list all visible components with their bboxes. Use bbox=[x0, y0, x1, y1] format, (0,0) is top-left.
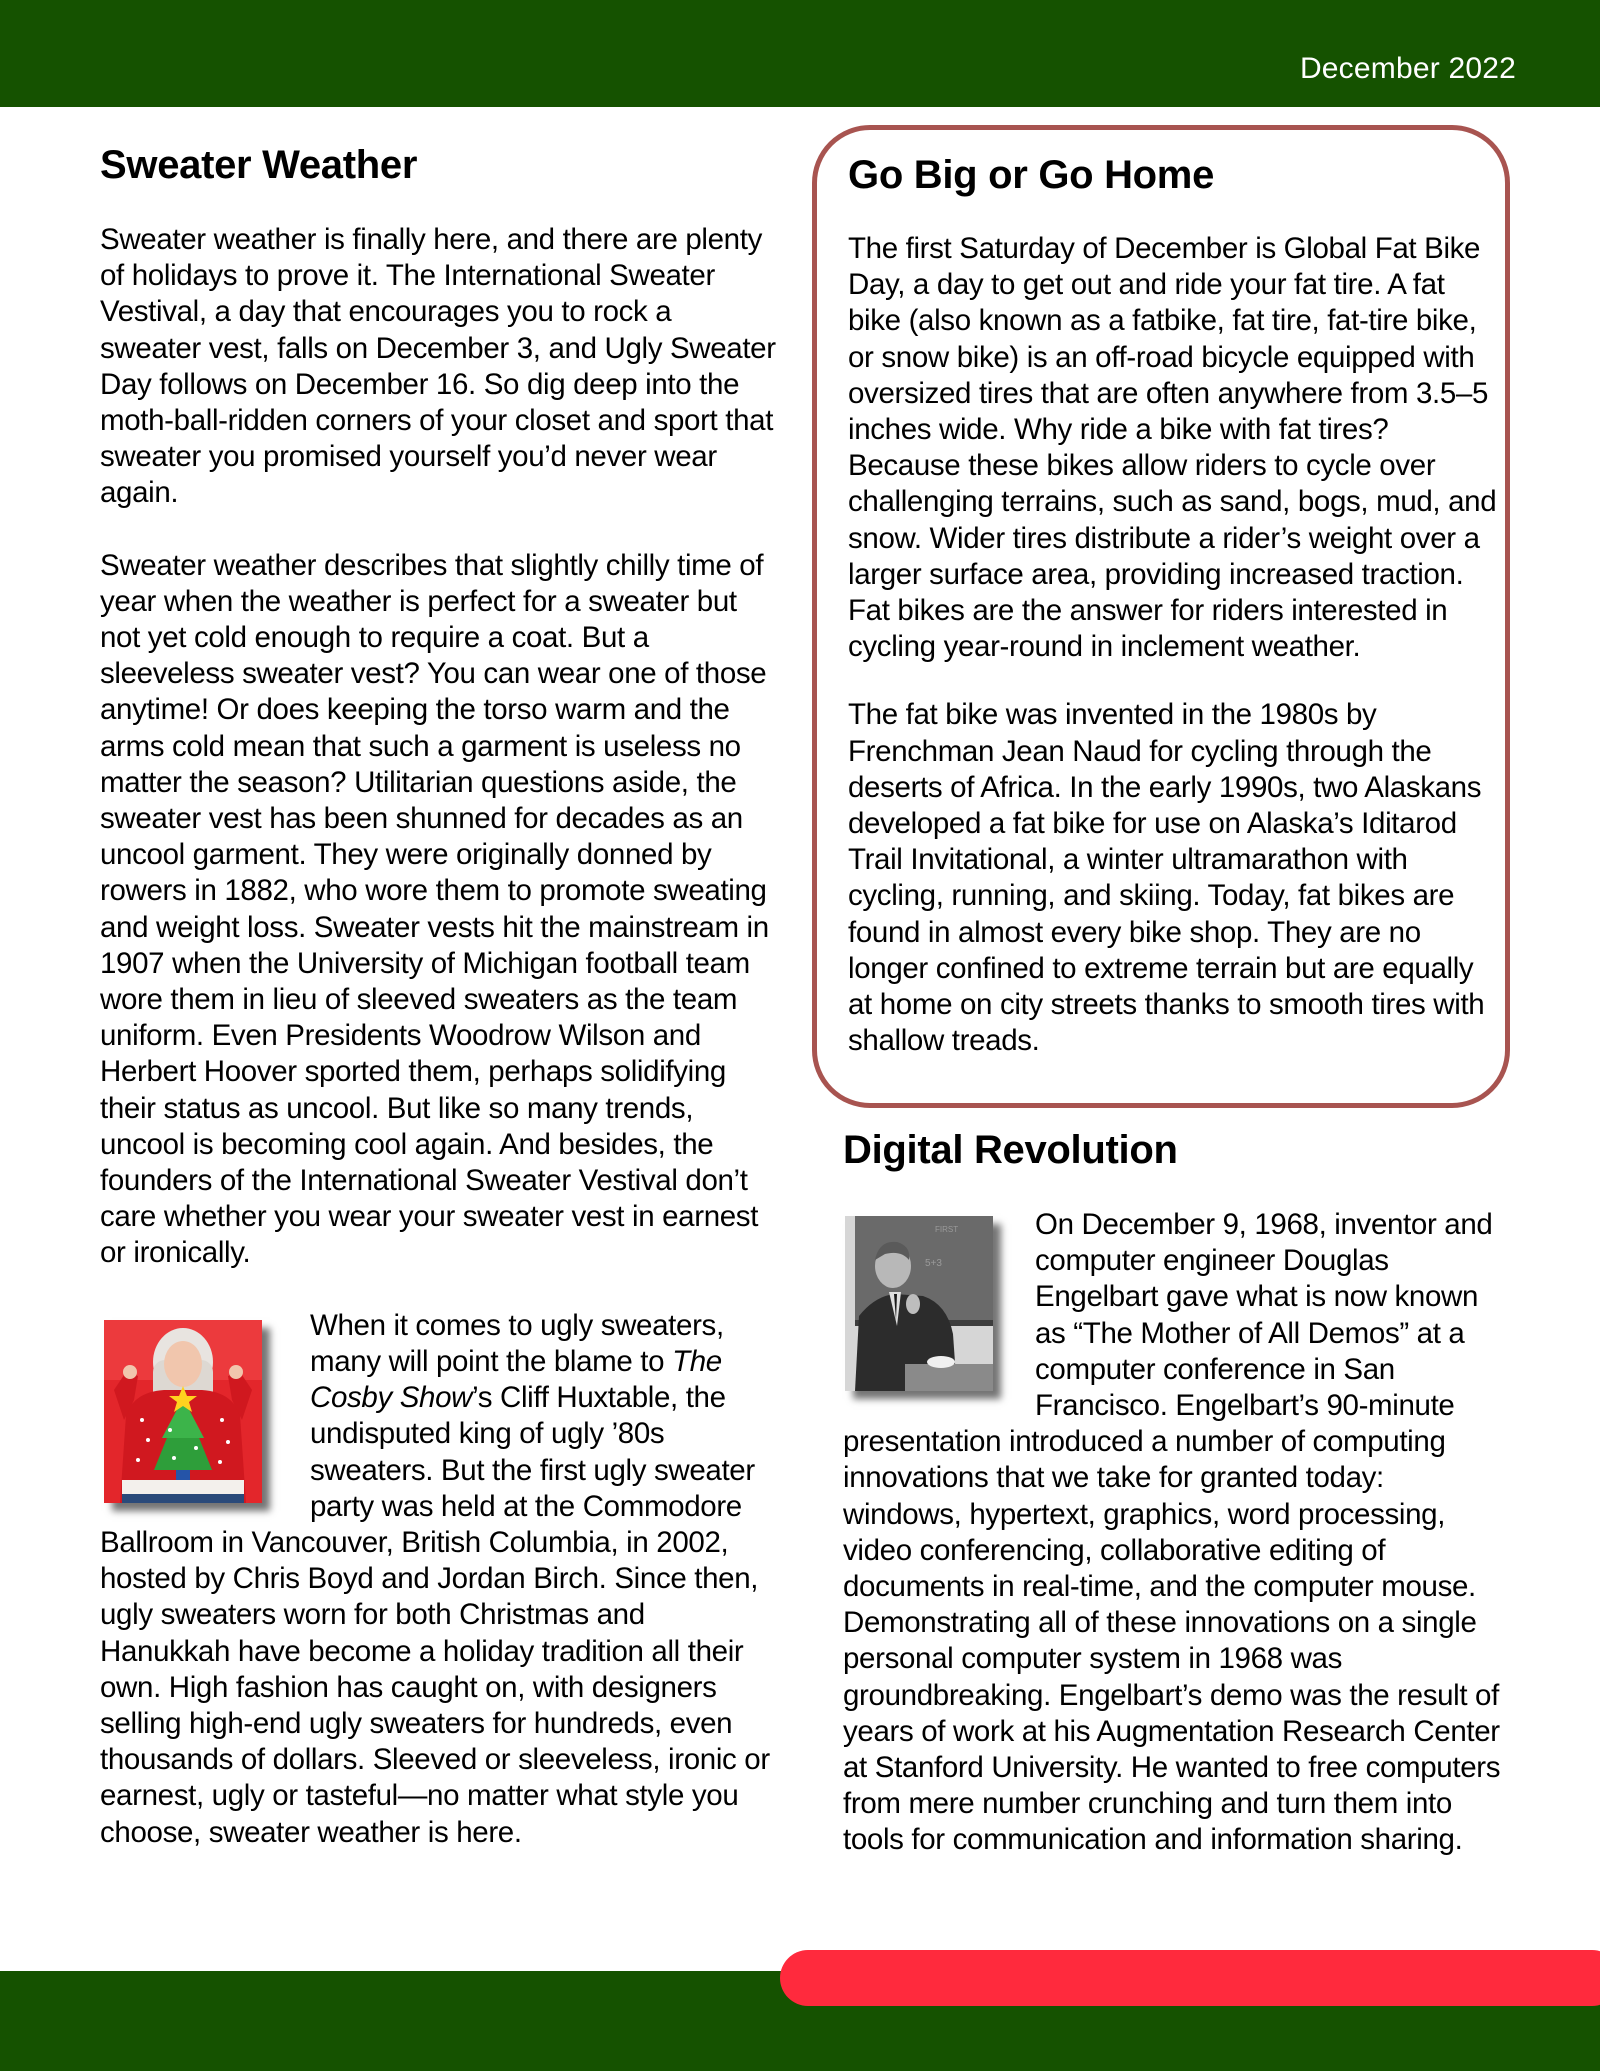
engelbart-photo bbox=[845, 1216, 993, 1391]
svg-text:FIRST: FIRST bbox=[935, 1225, 959, 1234]
article-paragraph: Sweater weather describes that slightly chilly time of year when the weather is perfect for a sweater but not yet cold enough to require a coat. But a sleeveless sweater vest? You can wear one of those anytime! Or does keeping the torso warm and the arms cold mean that such a garment is useless no matter the season? Utilitarian questions aside, the sweater vest has been shunned for decades as an uncool garment. They were originally donned by rowers in 1882, who wore them to promote sweating and weight loss. Sweater vests hit the mainstream in 1907 when the University of Michigan football team wore them in lieu of sleeved sweaters as the team uniform. Even Presidents Woodrow Wilson and Herbert Hoover sported them, perhaps solidifying their status as uncool. But like so many trends, uncool is becoming cool again. And besides, the founders of the International Sweater Vestival don’t care whether you wear your sweater vest in earnest or ironically. bbox=[100, 548, 769, 1270]
ugly-sweater-photo bbox=[104, 1320, 262, 1503]
article-paragraph: The first Saturday of December is Global Fat Bike Day, a day to get out and ride your fat tire. A fat bike (also known as a fatbike, fat tire, fat-tire bike, or snow bike) is an off-road bicycle equipped with oversized tires that are often anywhere from 3.5–5 inches wide. Why ride a bike with fat tires? Because these bikes allow riders to cycle over challenging terrains, such as sand, bogs, mud, and snow. Wider tires distribute a rider’s weight over a larger surface area, providing increased traction. Fat bikes are the answer for riders interested in cycling year-round in inclement weather. bbox=[848, 232, 1497, 664]
article-paragraph: Sweater weather is finally here, and there are plenty of holidays to prove it. The International Sweater Vestival, a day that encourages you to rock a sweater vest, falls on December 3, and Ugly Sweater Day follows on December 16. So dig deep into the moth-ball-ridden corners of your closet and sport that sweater you promised yourself you’d never wear again. bbox=[100, 223, 776, 510]
article-sweater-weather bbox=[100, 140, 780, 1851]
header-bar bbox=[0, 0, 1600, 107]
article-digital-revolution bbox=[843, 1125, 1503, 1859]
article-title: Go Big or Go Home bbox=[848, 153, 1215, 197]
issue-date: December 2022 bbox=[1299, 52, 1516, 85]
article-paragraph: On December 9, 1968, inventor and computer engineer Douglas Engelbart gave what is now known as “The Mother of All Demos” at a computer conference in San Francisco. Engelbart’s 90-minute presentation introduced a number of computing innovations that we take for granted today: windows, hypertext, graphics, word processing, video conferencing, collaborative editing of documents in real-time, and the computer mouse. Demonstrating all of these innovations on a single personal computer system in 1968 was groundbreaking. Engelbart’s demo was the result of years of work at his Augmentation Research Center at Stanford University. He wanted to free computers from mere number crunching and turn them into tools for communication and information sharing. bbox=[843, 1208, 1501, 1857]
engelbart-illustration bbox=[845, 1216, 993, 1391]
footer-accent-pill bbox=[780, 1950, 1600, 2006]
ugly-sweater-illustration bbox=[104, 1320, 262, 1503]
article-title: Digital Revolution bbox=[843, 1128, 1178, 1172]
show-title: The Cosby Show bbox=[310, 1344, 722, 1415]
article-paragraph: When it comes to ugly sweaters, many will point the blame to The Cosby Show’s Cliff Huxtable, the undisputed king of ugly ’80s sweaters. But the first ugly sweater party was held at the Commodore Ballroom in Vancouver, British Columbia, in 2002, hosted by Chris Boyd and Jordan Birch. Since then, ugly sweaters worn for both Christmas and Hanukkah have become a holiday tradition all their own. High fashion has caught on, with designers selling high-end ugly sweaters for hundreds, even thousands of dollars. Sleeved or sleeveless, ironic or earnest, ugly or tasteful—no matter what style you choose, sweater weather is here. bbox=[100, 1308, 770, 1849]
article-title: Sweater Weather bbox=[100, 143, 418, 187]
article-paragraph: The fat bike was invented in the 1980s by Frenchman Jean Naud for cycling through the deserts of Africa. In the early 1990s, two Alaskans developed a fat bike for use on Alaska’s Iditarod Trail Invitational, a winter ultramarathon with cycling, running, and skiing. Today, fat bikes are found in almost every bike shop. They are no longer confined to extreme terrain but are equally at home on city streets thanks to smooth tires with shallow treads. bbox=[848, 698, 1485, 1058]
svg-text:5+3: 5+3 bbox=[925, 1258, 942, 1269]
article-paragraph-with-photo bbox=[100, 1308, 780, 1851]
featured-box-go-big bbox=[812, 125, 1510, 1108]
